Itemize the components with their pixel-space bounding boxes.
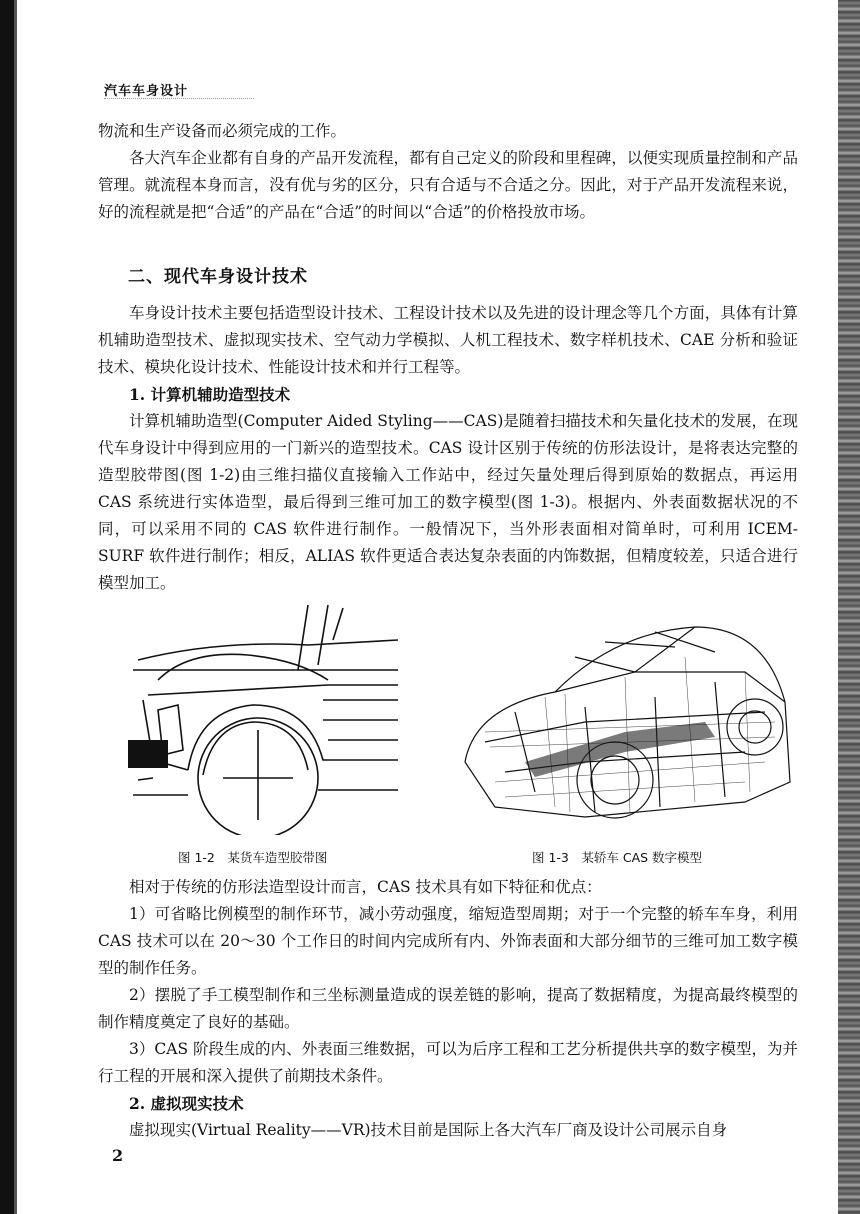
section-paragraph-2: 计算机辅助造型(Computer Aided Styling——CAS)是随着扫描技术和矢量化技术的发展，在现代车身设计中得到应用的一门新兴的造型技术。CAS 设计区别于传统的仿形法设计，是将表达完整的造型胶带图(图 1-2)由三维扫描仪直接输入工作站中，经过矢量处理后得到原始的数据点，再运用 CAS 系统进行实体造型，最后得到三维可加工的数字模型(图 1-3)。根据内、外表面数据状况的不同，可以采用不同的 CAS 软件进行制作。一般情况下，当外形表面相对简单时，可利用 ICEM-SURF 软件进行制作；相反，ALIAS 软件更适合表达复杂表面的内饰数据，但精度较差，只适合进行模型加工。 [98,412,798,592]
section-paragraph-1: 车身设计技术主要包括造型设计技术、工程设计技术以及先进的设计理念等几个方面，具体有计算机辅助造型技术、虚拟现实技术、空气动力学模拟、人机工程技术、数字样机技术、CAE 分析和验证技术、模块化设计技术、性能设计技术和并行工程等。 [98,304,798,376]
figure-1-2-caption: 图 1-2 某货车造型胶带图 [178,850,328,865]
vr-paragraph: 虚拟现实(Virtual Reality——VR)技术目前是国际上各大汽车厂商及设计公司展示自身 [129,1121,728,1139]
page-number: 2 [112,1146,124,1165]
advantage-item-3: 3）CAS 阶段生成的内、外表面三维数据，可以为后序工程和工艺分析提供共享的数字模型，为并行工程的开展和深入提供了前期技术条件。 [98,1040,798,1085]
section-block [98,300,798,597]
subheading-cas: 1. 计算机辅助造型技术 [129,385,291,404]
intro-block [98,118,798,226]
figure-truck-tape-drawing [128,600,403,835]
scan-edge-left-inner [14,0,17,1214]
advantage-item-1: 1）可省略比例模型的制作环节，减小劳动强度，缩短造型周期；对于一个完整的轿车车身，利用 CAS 技术可以在 20～30 个工作日的时间内完成所有内、外饰表面和大部分细节的三维可加工数字模型的制作任务。 [98,905,798,977]
advantages-block [98,874,798,1144]
running-title: 汽车车身设计 [104,84,189,99]
scan-edge-left [0,0,14,1214]
advantages-intro: 相对于传统的仿形法造型设计而言，CAS 技术具有如下特征和优点： [129,878,602,896]
running-title-rule [104,98,254,99]
scan-edge-right [838,0,860,1214]
intro-paragraph-2: 各大汽车企业都有自身的产品开发流程，都有自己定义的阶段和里程碑，以便实现质量控制和产品管理。就流程本身而言，没有优与劣的区分，只有合适与不合适之分。因此，对于产品开发流程来说，好的流程就是把“合适”的产品在“合适”的时间以“合适”的价格投放市场。 [98,149,798,221]
section-heading: 二、现代车身设计技术 [128,267,308,287]
figure-car-cas-model [445,612,795,842]
intro-paragraph-1: 物流和生产设备而必须完成的工作。 [98,122,347,140]
subheading-vr: 2. 虚拟现实技术 [129,1094,244,1113]
advantage-item-2: 2）摆脱了手工模型制作和三坐标测量造成的误差链的影响，提高了数据精度，为提高最终模型的制作精度奠定了良好的基础。 [98,986,798,1031]
figure-1-3-caption: 图 1-3 某轿车 CAS 数字模型 [532,850,703,865]
